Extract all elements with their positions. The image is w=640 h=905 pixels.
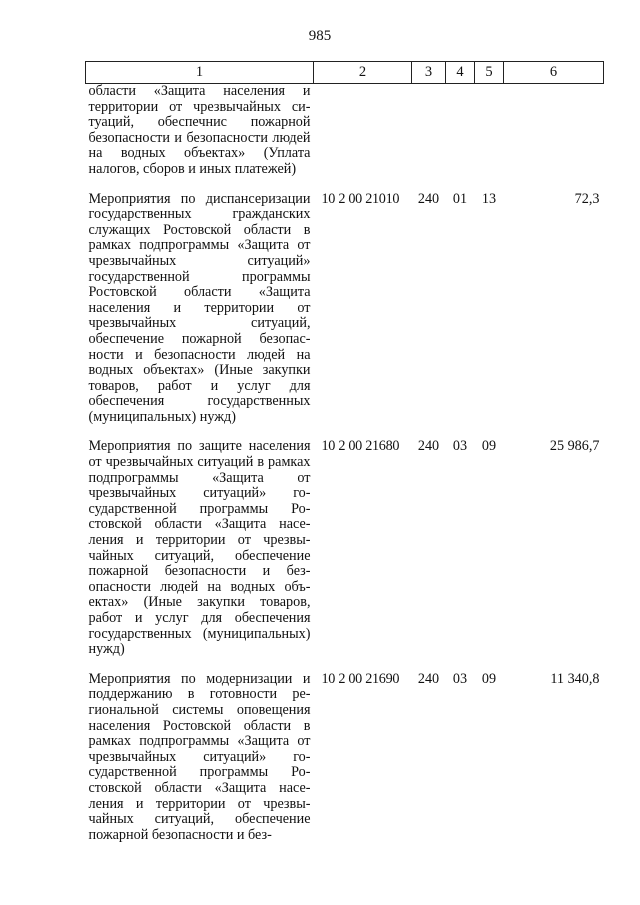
- row-expense-type: 240: [417, 670, 440, 687]
- row-section: 03: [452, 438, 468, 455]
- table-row: [86, 192, 604, 440]
- row-code: 10 2 00 21010: [321, 190, 400, 207]
- row-description: Мероприятия по защите населения от чрезвычайных ситуаций в рамках подпрограммы «Защита от чрезвычайных ситуаций» государственной программы Ростовской области «Защита населения и территории от чрезвычайных ситуаций, обеспечение пожарной безопасности и безопасности людей на водных объектах» (Иные закупки товаров, работ и услуг для обеспечения государственных (муниципальных) нужд): [88, 438, 311, 658]
- budget-table: [85, 61, 604, 857]
- row-section: 03: [452, 670, 468, 687]
- header-col-5: 5: [475, 62, 504, 84]
- row-description: области «Защита населения и территории от чрезвычайных ситуаций, обеспечнис пожарной безопасности и безопасности людей на водных объектах» (Уплата налогов, сборов и иных платежей): [88, 83, 311, 177]
- header-col-6: 6: [504, 62, 604, 84]
- header-col-4: 4: [446, 62, 475, 84]
- table-row: [86, 84, 604, 192]
- row-code: [314, 84, 412, 192]
- row-description: Мероприятия по диспансеризации государственных гражданских служащих Ростовской области в рамках подпрограммы «Защита от чрезвычайных ситуаций» государственной программы Ростовской области «Защита населения и территории от чрезвычайных ситуаций, обеспечение пожарной безопасности и безопасности людей на водных объектах» (Иные закупки товаров, работ и услуг для обеспечения государственных (муниципальных) нужд): [88, 190, 311, 425]
- row-description: Мероприятия по модернизации и поддержанию в готовности региональной системы оповещения населения Ростовской области в рамках подпрограммы «Защита от чрезвычайных ситуаций» государственной программы Ростовской области «Защита населения и территории от чрезвычайных ситуаций, обеспечение пожарной безопасности и без-: [88, 670, 311, 843]
- row-subsection: [475, 84, 504, 192]
- row-section: [446, 84, 475, 192]
- row-subsection: 09: [481, 670, 497, 687]
- row-amount: 72,3: [574, 190, 600, 207]
- table-row: [86, 672, 604, 858]
- header-col-3: 3: [412, 62, 446, 84]
- table-row: [86, 439, 604, 671]
- row-amount: 25 986,7: [549, 438, 600, 455]
- header-col-1: 1: [86, 62, 314, 84]
- row-amount: [504, 84, 604, 192]
- page-number: 985: [308, 28, 332, 44]
- row-expense-type: 240: [417, 190, 440, 207]
- row-section: 01: [452, 190, 468, 207]
- header-row: [86, 62, 604, 84]
- row-subsection: 09: [481, 438, 497, 455]
- header-col-2: 2: [314, 62, 412, 84]
- row-code: 10 2 00 21680: [321, 438, 400, 455]
- row-code: 10 2 00 21690: [321, 670, 400, 687]
- row-expense-type: 240: [417, 438, 440, 455]
- row-amount: 11 340,8: [550, 670, 600, 687]
- row-subsection: 13: [481, 190, 497, 207]
- row-expense-type: [412, 84, 446, 192]
